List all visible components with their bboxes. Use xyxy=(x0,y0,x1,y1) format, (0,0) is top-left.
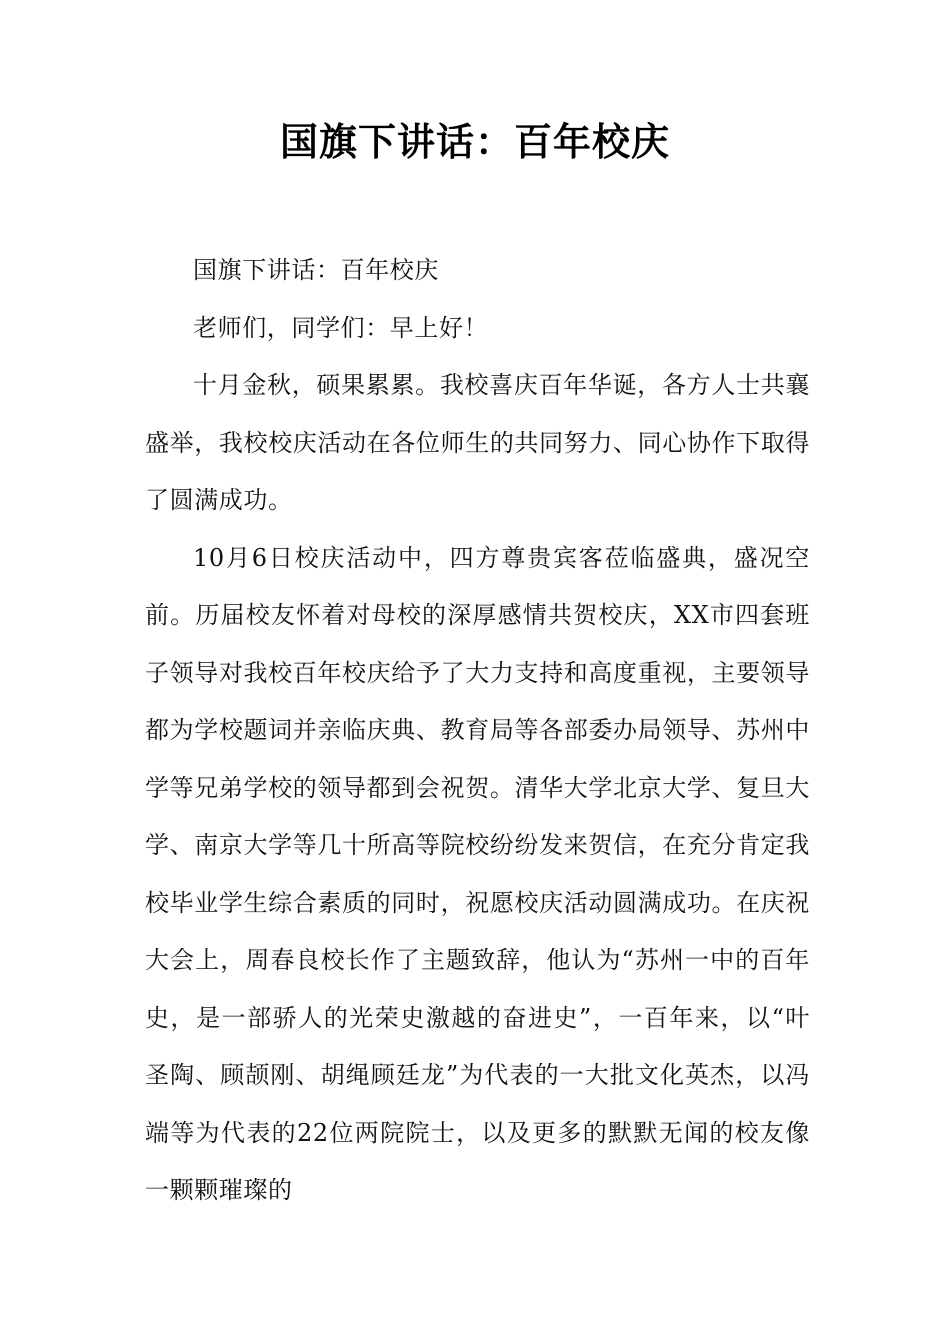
paragraph-greeting: 老师们，同学们：早上好！ xyxy=(193,313,489,342)
document-title: 国旗下讲话：百年校庆 xyxy=(279,120,670,164)
paragraph-heading: 国旗下讲话：百年校庆 xyxy=(193,256,439,284)
paragraph-intro: 十月金秋，硕果累累。我校喜庆百年华诞，各方人士共襄盛举，我校校庆活动在各位师生的共同努力、同心协作下取得了圆满成功。 xyxy=(145,371,810,514)
document-body xyxy=(145,242,810,1220)
paragraph-main: 10月6日校庆活动中，四方尊贵宾客莅临盛典，盛况空前。历届校友怀着对母校的深厚感情共贺校庆，XX市四套班子领导对我校百年校庆给予了大力支持和高度重视，主要领导都为学校题词并亲临庆典、教育局等各部委办局领导、苏州中学等兄弟学校的领导都到会祝贺。清华大学北京大学、复旦大学、南京大学等几十所高等院校纷纷发来贺信，在充分肯定我校毕业学生综合素质的同时，祝愿校庆活动圆满成功。在庆祝大会上，周春良校长作了主题致辞，他认为“苏州一中的百年史，是一部骄人的光荣史激越的奋进史”，一百年来，以“叶圣陶、顾颉刚、胡绳顾廷龙”为代表的一大批文化英杰，以冯端等为代表的22位两院院士，以及更多的默默无闻的校友像一颗颗璀璨的 xyxy=(145,543,810,1204)
